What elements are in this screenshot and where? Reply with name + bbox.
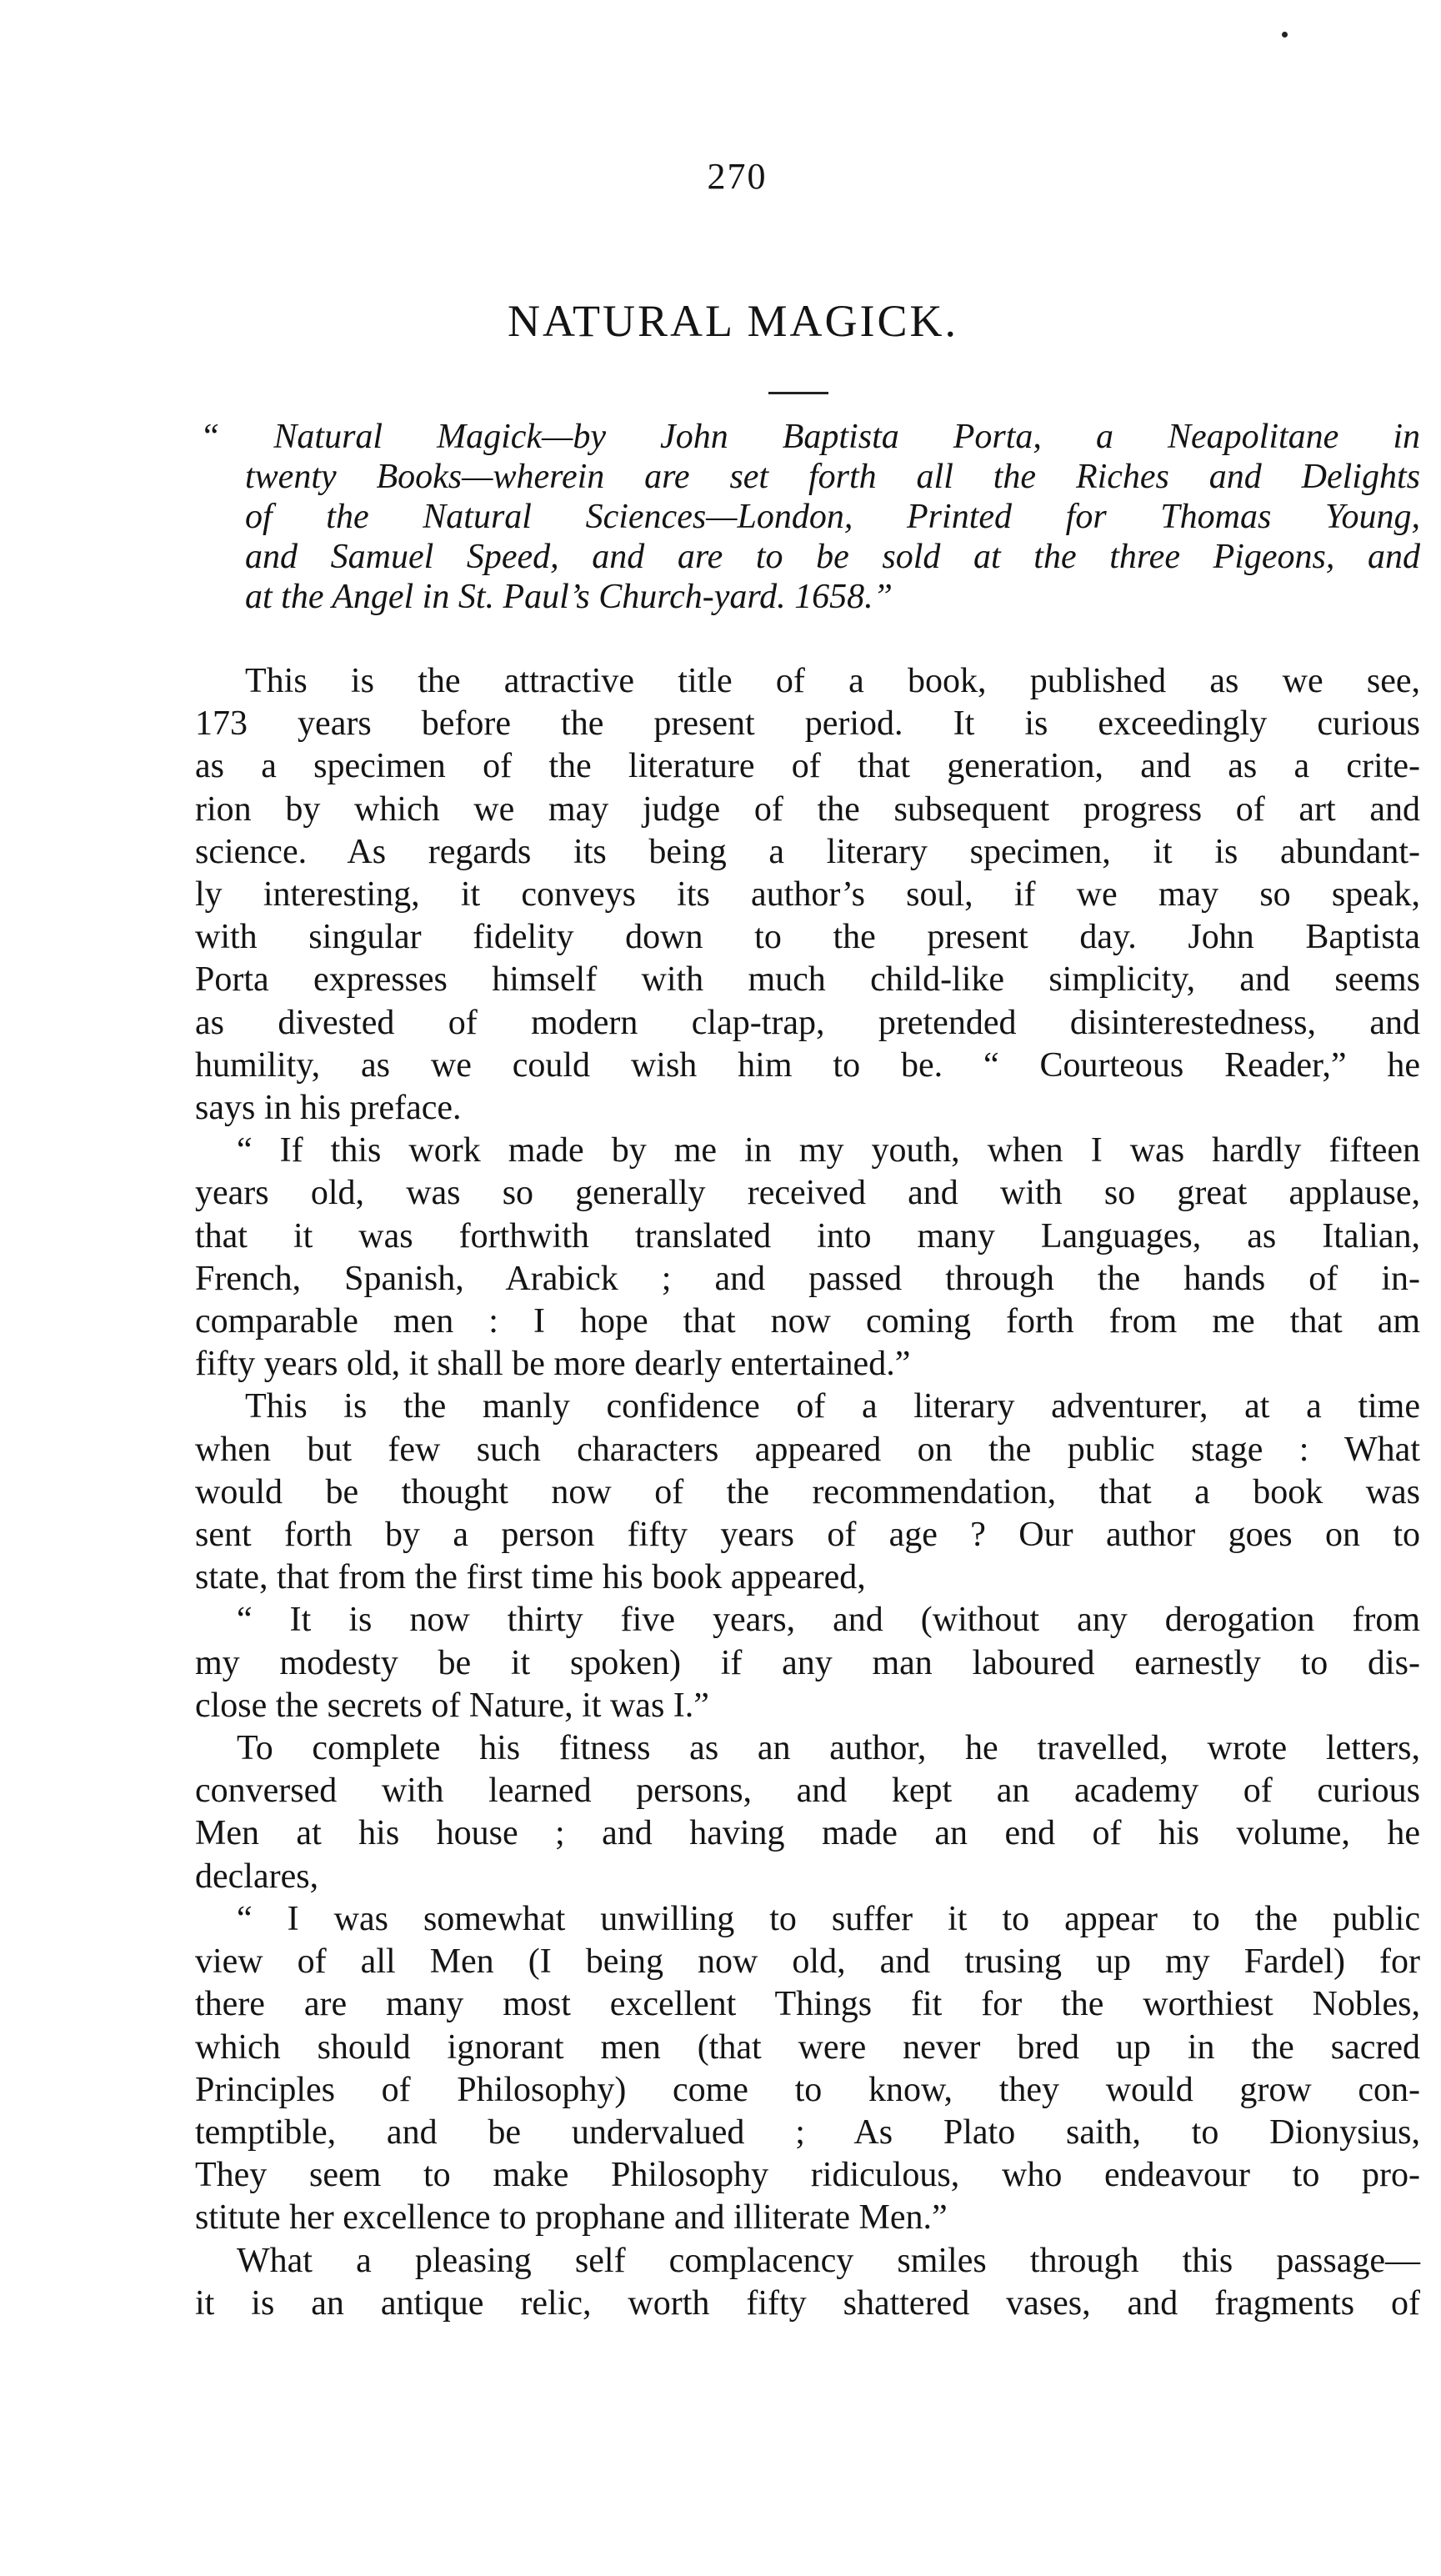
text-line: it is an antique relic, worth fifty shattered vases, and fragments of: [195, 2283, 1420, 2323]
text-line: fifty years old, it shall be more dearly entertained.”: [195, 1345, 911, 1384]
text-line: when but few such characters appeared on the public stage : What: [195, 1430, 1420, 1469]
text-line: comparable men : I hope that now coming forth from me that am: [195, 1302, 1420, 1341]
text-line: “ If this work made by me in my youth, when I was hardly fifteen: [237, 1131, 1420, 1170]
text-line: Principles of Philosophy) come to know, they would grow con-: [195, 2070, 1420, 2109]
text-line: Porta expresses himself with much child-like simplicity, and seems: [195, 960, 1420, 1000]
text-line: as divested of modern clap-trap, pretended disinterestedness, and: [195, 1003, 1420, 1042]
epigraph-line: of the Natural Sciences—London, Printed for Thomas Young,: [245, 498, 1420, 536]
text-line: close the secrets of Nature, it was I.”: [195, 1686, 709, 1725]
text-line: view of all Men (I being now old, and trusing up my Fardel) for: [195, 1942, 1420, 1982]
text-line: says in his preface.: [195, 1089, 462, 1128]
text-line: 173 years before the present period. It is exceedingly curious: [195, 704, 1420, 744]
text-line: ly interesting, it conveys its author’s soul, if we may so speak,: [195, 875, 1420, 915]
text-line: “ It is now thirty five years, and (without any derogation from: [237, 1601, 1420, 1640]
epigraph-line: “ Natural Magick—by John Baptista Porta, a Neapolitane in: [200, 418, 1420, 456]
text-line: which should ignorant men (that were never bred up in the sacred: [195, 2027, 1420, 2067]
text-line: To complete his fitness as an author, he travelled, wrote letters,: [237, 1729, 1420, 1768]
chapter-title: NATURAL MAGICK.: [508, 296, 958, 346]
text-line: state, that from the first time his book appeared,: [195, 1558, 866, 1597]
epigraph-line: at the Angel in St. Paul’s Church-yard. 1658.”: [245, 578, 893, 616]
text-line: conversed with learned persons, and kept an academy of curious: [195, 1772, 1420, 1811]
text-line: years old, was so generally received and with so great applause,: [195, 1174, 1420, 1213]
title-rule: [768, 392, 828, 394]
text-line: Men at his house ; and having made an end of his volume, he: [195, 1814, 1420, 1853]
text-line: temptible, and be undervalued ; As Plato saith, to Dionysius,: [195, 2112, 1420, 2152]
text-line: science. As regards its being a literary specimen, it is abundant-: [195, 832, 1420, 871]
text-line: rion by which we may judge of the subsequent progress of art and: [195, 789, 1420, 829]
text-line: What a pleasing self complacency smiles through this passage—: [237, 2241, 1420, 2280]
page-number: 270: [707, 156, 768, 197]
text-line: stitute her excellence to prophane and illiterate Men.”: [195, 2198, 948, 2238]
text-line: declares,: [195, 1857, 319, 1896]
text-line: humility, as we could wish him to be. “ Courteous Reader,” he: [195, 1045, 1420, 1085]
epigraph: [195, 417, 1420, 617]
text-line: would be thought now of the recommendation, that a book was: [195, 1472, 1420, 1511]
text-line: as a specimen of the literature of that generation, and as a crite-: [195, 747, 1420, 786]
epigraph-line: and Samuel Speed, and are to be sold at the three Pigeons, and: [245, 538, 1420, 576]
text-line: with singular fidelity down to the present day. John Baptista: [195, 918, 1420, 957]
text-line: “ I was somewhat unwilling to suffer it to appear to the public: [237, 1899, 1420, 1938]
text-line: my modesty be it spoken) if any man laboured earnestly to dis-: [195, 1643, 1420, 1682]
text-line: there are many most excellent Things fit for the worthiest Nobles,: [195, 1985, 1420, 2024]
text-line: that it was forthwith translated into many Languages, as Italian,: [195, 1216, 1420, 1255]
ink-speck: [1282, 32, 1288, 38]
text-line: sent forth by a person fifty years of age ? Our author goes on to: [195, 1516, 1420, 1555]
text-line: They seem to make Philosophy ridiculous, who endeavour to pro-: [195, 2156, 1420, 2195]
text-line: This is the attractive title of a book, published as we see,: [245, 662, 1420, 700]
epigraph-line: twenty Books—wherein are set forth all the Riches and Delights: [245, 458, 1420, 496]
body-text: [195, 660, 1420, 2325]
text-line: French, Spanish, Arabick ; and passed through the hands of in-: [195, 1259, 1420, 1298]
text-line: This is the manly confidence of a literary adventurer, at a time: [245, 1387, 1420, 1426]
